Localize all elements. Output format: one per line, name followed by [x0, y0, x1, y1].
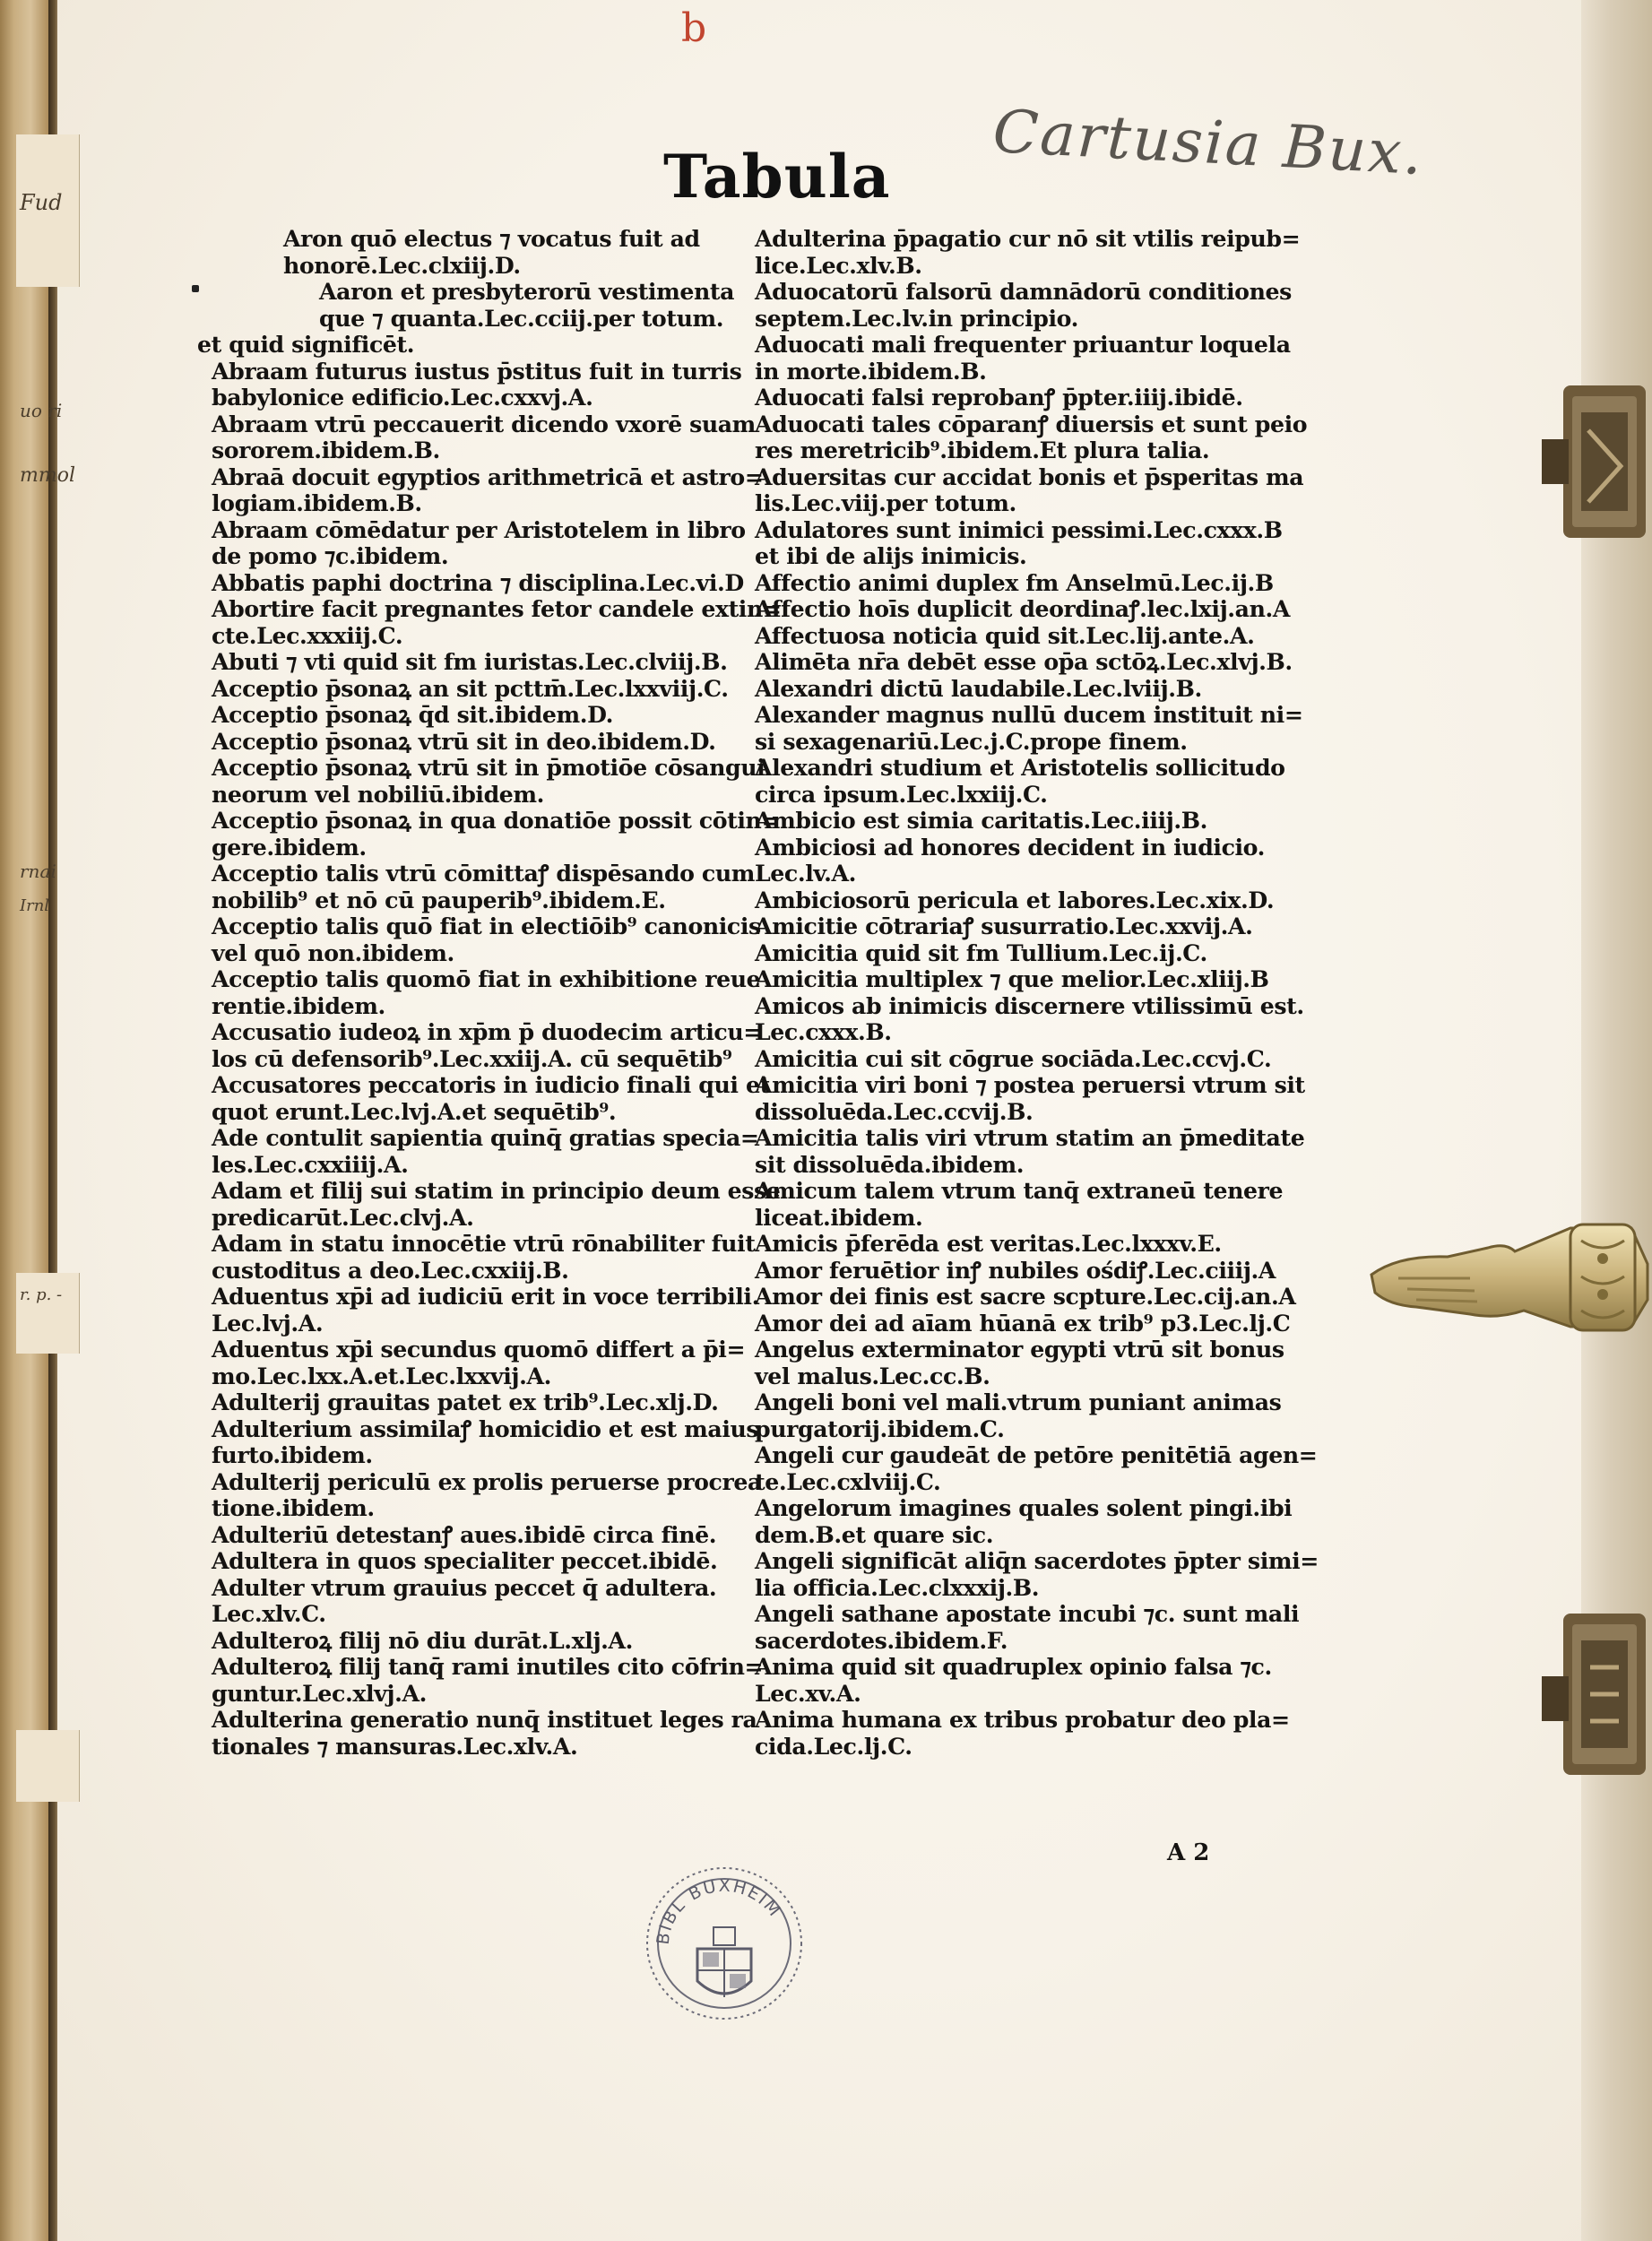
index-line: Angelus exterminator egypti vtrū sit bonus: [755, 1336, 1284, 1363]
index-line: Abraā docuit egyptios arithmetricā et astro=: [212, 463, 764, 490]
index-line: Acceptio talis vtrū cōmittaꝭ dispēsando cum: [212, 860, 756, 887]
upper-clasp: [1542, 376, 1652, 547]
index-line: dissoluēda.Lec.ccvij.B.: [755, 1097, 1034, 1125]
index-line: Aaron et presbyterorū vestimenta: [319, 278, 735, 305]
index-line: Lec.xlv.C.: [212, 1600, 326, 1627]
book-spine: [0, 0, 56, 2241]
index-line: Amicitia viri boni ⁊ postea peruersi vtrum sit: [755, 1071, 1305, 1098]
index-line: Adulter vtrum grauius peccet q̄ adultera.: [212, 1573, 717, 1601]
index-line: furto.ibidem.: [212, 1441, 373, 1468]
index-line: Amicis p̄ferēda est veritas.Lec.lxxxv.E.: [755, 1230, 1222, 1257]
index-line: rentie.ibidem.: [212, 991, 385, 1019]
index-line: Aduentus xp̄i secundus quomō differt a p̄i=: [212, 1336, 746, 1363]
index-line: et ibi de alijs inimicis.: [755, 542, 1027, 569]
index-line: Acceptio p̄sonaꝝ q̄d sit.ibidem.D.: [212, 701, 614, 728]
index-line: Angeli significāt aliq̄n sacerdotes p̄pter simi=: [755, 1547, 1319, 1574]
index-line: Abraam vtrū peccauerit dicendo vxorē suam: [212, 410, 756, 437]
index-line: et quid significēt.: [197, 331, 415, 358]
index-line: Adam in statu innocētie vtrū rōnabiliter fuit: [212, 1230, 756, 1257]
hand-clasp: [1362, 1192, 1652, 1354]
page-fore-edge: [1581, 0, 1652, 2241]
index-line: vel malus.Lec.cc.B.: [755, 1362, 990, 1389]
index-line: Aduersitas cur accidat bonis et p̄speritas ma: [755, 463, 1304, 490]
index-line: Amicitia multiplex ⁊ que melior.Lec.xliij.B: [755, 965, 1269, 992]
index-line: Amor dei ad aīam hūanā ex trib⁹ p3.Lec.lj.C: [755, 1309, 1291, 1337]
index-line: Alimēta nr̄a debēt esse op̄a sctōꝝ.Lec.xlvj.B.: [755, 648, 1293, 675]
index-line: cida.Lec.lj.C.: [755, 1732, 912, 1760]
index-line: Lec.cxxx.B.: [755, 1018, 892, 1045]
index-line: res meretricib⁹.ibidem.Et plura talia.: [755, 437, 1210, 463]
index-line: Amor dei finis est sacre scpture.Lec.cij.an.A: [755, 1283, 1296, 1310]
index-line: logiam.ibidem.B.: [212, 489, 422, 516]
index-line: Aduocati tales cōparanꝭ diuersis et sunt peio: [755, 410, 1308, 437]
index-line: Acceptio p̄sonaꝝ vtrū sit in deo.ibidem.D.: [212, 727, 716, 755]
index-line: Lec.lvj.A.: [212, 1309, 324, 1337]
index-line: te.Lec.cxlviij.C.: [755, 1467, 941, 1495]
index-line: Alexander magnus nullū ducem instituit ni=: [755, 701, 1303, 728]
index-line: guntur.Lec.xlvj.A.: [212, 1679, 427, 1707]
index-line: Adulteroꝝ filij nō diu durāt.L.xlj.A.: [212, 1626, 634, 1654]
index-line: lice.Lec.xlv.B.: [755, 251, 922, 279]
index-line: neorum vel nobiliū.ibidem.: [212, 780, 545, 808]
index-line: septem.Lec.lv.in principio.: [755, 304, 1078, 332]
margin-mark: [192, 285, 199, 292]
gutter-slip: [16, 1273, 80, 1354]
index-line: vel quō non.ibidem.: [212, 939, 454, 966]
index-line: Adulterij grauitas patet ex trib⁹.Lec.xlj.D.: [212, 1389, 719, 1415]
index-line: Affectio hoīs duplicit deordinaꝭ.lec.lxij.an.A: [755, 595, 1291, 622]
index-line: quot erunt.Lec.lvj.A.et sequētib⁹.: [212, 1097, 617, 1125]
index-line: Amor feruētior inꝭ nubiles ośdiꝭ.Lec.ciiij.A: [755, 1256, 1276, 1284]
index-line: babylonice edificio.Lec.cxxvj.A.: [212, 384, 593, 411]
gathering-signature: A 2: [1167, 1839, 1210, 1866]
index-line: Adulterium assimilaꝭ homicidio et est maius: [212, 1415, 759, 1442]
gutter-slip: [16, 1730, 80, 1802]
index-line: Adulteriū detestanꝭ aues.ibidē circa finē.: [212, 1520, 717, 1548]
index-line: Acceptio p̄sonaꝝ vtrū sit in p̄motiōe cōsangui: [212, 754, 765, 781]
index-line: Amicitia quid sit fm Tullium.Lec.ij.C.: [755, 939, 1207, 966]
index-line: Aduentus xp̄i ad iudiciū erit in voce terribili.: [212, 1283, 759, 1310]
gutter-slip-text: rnai: [20, 861, 56, 882]
index-line: nobilib⁹ et nō cū pauperib⁹.ibidem.E.: [212, 886, 666, 913]
index-line: predicarūt.Lec.clvj.A.: [212, 1203, 474, 1231]
lower-clasp: [1542, 1605, 1652, 1784]
index-line: Angeli cur gaudeāt de petōre penitētiā agen=: [755, 1441, 1318, 1468]
index-line: in morte.ibidem.B.: [755, 357, 987, 385]
page-title: Tabula: [663, 142, 891, 212]
index-line: cte.Lec.xxxiij.C.: [212, 621, 403, 649]
gutter-slip-text: uo ri: [20, 400, 63, 421]
gutter-slip: [16, 134, 80, 287]
index-line: Ade contulit sapientia quinq̄ gratias specia=: [212, 1124, 759, 1151]
index-line: Amicum talem vtrum tanq̄ extraneū tenere: [755, 1177, 1284, 1204]
index-line: Adulterina generatio nunq̄ instituet leges ra: [212, 1706, 757, 1733]
index-line: custoditus a deo.Lec.cxxiij.B.: [212, 1256, 569, 1284]
index-column-right: [755, 225, 1319, 1760]
index-line: Acceptio talis quō fiat in electiōib⁹ canonicis: [212, 913, 761, 939]
index-line: liceat.ibidem.: [755, 1203, 923, 1231]
index-line: mo.Lec.lxx.A.et.Lec.lxxvij.A.: [212, 1362, 551, 1389]
gutter-slip-text: mmol: [20, 464, 76, 487]
index-line: Affectio animi duplex fm Anselmū.Lec.ij.B: [755, 568, 1274, 596]
gutter-slip-text: Irnl: [20, 896, 50, 915]
index-line: Acceptio p̄sonaꝝ an sit pcttm̄.Lec.lxxviij.C.: [212, 674, 729, 702]
index-line: Aduocati falsi reprobanꝭ p̄pter.iiij.ibidē.: [755, 384, 1243, 411]
gutter-slip: [16, 376, 79, 448]
index-line: Alexandri dictū laudabile.Lec.lviij.B.: [755, 674, 1202, 702]
gutter-slip-text: r. p. -: [20, 1285, 63, 1304]
index-line: tione.ibidem.: [212, 1494, 375, 1521]
index-line: tionales ⁊ mansuras.Lec.xlv.A.: [212, 1732, 578, 1760]
index-line: Ambiciosi ad honores decident in iudicio.: [755, 833, 1266, 861]
index-line: Lec.xv.A.: [755, 1679, 861, 1707]
index-column-left: [197, 225, 782, 1760]
gutter-slip: [16, 852, 79, 932]
index-line: Abraam cōmēdatur per Aristotelem in libro: [212, 515, 746, 543]
index-line: Adulteroꝝ filij tanq̄ rami inutiles cito cōfrin=: [212, 1653, 764, 1680]
index-line: Accusatio iudeoꝝ in xp̄m p̄ duodecim articu=: [212, 1018, 762, 1045]
index-line: Acceptio talis quomō fiat in exhibitione reue: [212, 965, 761, 992]
index-line: Affectuosa noticia quid sit.Lec.lij.ante.A.: [755, 621, 1255, 649]
gutter-slip: [16, 448, 79, 520]
index-line: Adultera in quos specialiter peccet.ibidē.: [212, 1547, 718, 1574]
index-line: Adulterina p̄pagatio cur nō sit vtilis reipub=: [755, 225, 1301, 252]
index-line: Amicitia talis viri vtrum statim an p̄meditate: [755, 1124, 1305, 1151]
stamp-text: BIBL BUXHEIM: [653, 1875, 785, 1946]
index-line: purgatorij.ibidem.C.: [755, 1415, 1005, 1442]
index-line: los cū defensorib⁹.Lec.xxiij.A. cū sequētib⁹: [212, 1044, 732, 1072]
index-line: Aron quō electus ⁊ vocatus fuit ad: [283, 225, 700, 252]
index-line: gere.ibidem.: [212, 833, 367, 861]
index-line: Adulterij periculū ex prolis peruerse procrea: [212, 1467, 762, 1495]
index-line: Lec.lv.A.: [755, 860, 856, 887]
index-line: Abortire facit pregnantes fetor candele extin=: [212, 595, 782, 622]
library-stamp: [642, 1863, 807, 2024]
index-line: Amicitie cōtrariaꝭ susurratio.Lec.xxvij.A.: [755, 913, 1253, 939]
index-line: sacerdotes.ibidem.F.: [755, 1626, 1008, 1654]
index-line: lis.Lec.viij.per totum.: [755, 489, 1016, 516]
index-line: honorē.Lec.clxiij.D.: [283, 251, 521, 279]
index-line: Ambicio est simia caritatis.Lec.iiij.B.: [755, 807, 1207, 834]
index-line: Angeli sathane apostate incubi ⁊c. sunt mali: [755, 1600, 1300, 1627]
index-line: sit dissoluēda.ibidem.: [755, 1150, 1025, 1178]
index-line: lia officia.Lec.clxxxij.B.: [755, 1573, 1040, 1601]
index-line: Adam et filij sui statim in principio deum esse: [212, 1177, 781, 1204]
gutter-slip-text: Fud: [20, 190, 63, 215]
index-line: Angelorum imagines quales solent pingi.ibi: [755, 1494, 1293, 1521]
index-line: Alexandri studium et Aristotelis sollicitudo: [755, 754, 1285, 781]
index-line: Acceptio p̄sonaꝝ in qua donatiōe possit cōtin=: [212, 807, 781, 834]
index-line: Anima quid sit quadruplex opinio falsa ⁊c.: [755, 1653, 1272, 1680]
index-line: Amicos ab inimicis discernere vtilissimū est.: [755, 991, 1304, 1019]
index-line: sororem.ibidem.B.: [212, 437, 440, 463]
index-line: Abbatis paphi doctrina ⁊ disciplina.Lec.vi.D: [212, 568, 744, 596]
shelfmark: b: [681, 5, 707, 51]
index-line: Amicitia cui sit cōgrue sociāda.Lec.ccvj.C.: [755, 1044, 1272, 1072]
index-line: circa ipsum.Lec.lxxiij.C.: [755, 780, 1048, 808]
index-line: Angeli boni vel mali.vtrum puniant animas: [755, 1389, 1282, 1415]
index-line: Anima humana ex tribus probatur deo pla=: [755, 1706, 1290, 1733]
index-line: les.Lec.cxxiiij.A.: [212, 1150, 409, 1178]
index-line: Adulatores sunt inimici pessimi.Lec.cxxx.B: [755, 515, 1283, 543]
provenance-inscription: Cartusia Bux.: [990, 97, 1426, 189]
index-line: que ⁊ quanta.Lec.cciij.per totum.: [319, 304, 724, 332]
index-line: Ambiciosorū pericula et labores.Lec.xix.D.: [755, 886, 1275, 913]
index-line: de pomo ⁊c.ibidem.: [212, 542, 449, 569]
index-line: Aduocati mali frequenter priuantur loquela: [755, 331, 1291, 358]
index-line: Abuti ⁊ vti quid sit fm iuristas.Lec.clviij.B.: [212, 648, 728, 675]
index-line: dem.B.et quare sic.: [755, 1520, 994, 1548]
index-line: si sexagenariū.Lec.j.C.prope finem.: [755, 727, 1188, 755]
index-line: Accusatores peccatoris in iudicio finali qui et: [212, 1071, 770, 1098]
index-line: Aduocatorū falsorū damnādorū conditiones: [755, 278, 1292, 305]
index-line: Abraam futurus iustus p̄stitus fuit in turris: [212, 357, 742, 385]
